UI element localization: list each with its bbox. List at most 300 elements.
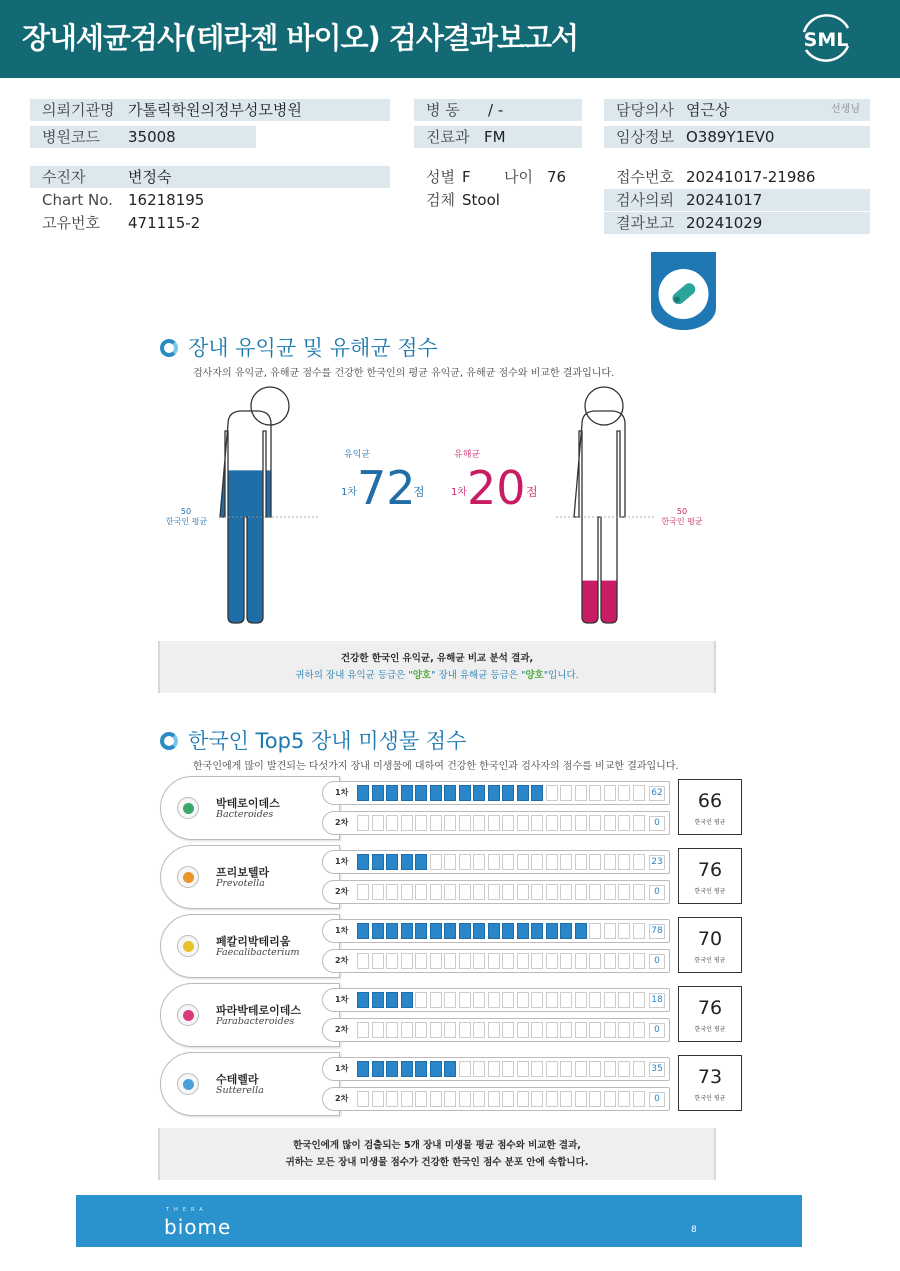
score-cell <box>357 1061 369 1077</box>
microbe-name-pill <box>160 845 340 909</box>
score-cell <box>473 815 485 831</box>
score-cell <box>488 992 500 1008</box>
chart-no-value: 16218195 <box>128 191 205 209</box>
score-cell <box>488 884 500 900</box>
round-label: 1차 <box>335 995 349 1004</box>
score-cell <box>531 815 543 831</box>
microbe-scientific-name: Prevotella <box>216 878 265 889</box>
score-cell <box>430 953 442 969</box>
sml-logo <box>796 10 856 66</box>
score-cell <box>589 884 601 900</box>
korean-average-caption: 한국인 평균 <box>694 957 726 964</box>
score-cell <box>502 923 514 939</box>
score-cell <box>357 1091 369 1107</box>
request-date-field: 검사의뢰 20241017 <box>604 189 870 211</box>
score-cell <box>372 884 384 900</box>
good-score-unit: 점 <box>413 485 425 499</box>
microbe-score-bar <box>322 988 670 1012</box>
score-cell <box>357 815 369 831</box>
score-cell <box>473 785 485 801</box>
score-cell <box>488 923 500 939</box>
microbe-score-value: 0 <box>649 954 665 969</box>
footer-brand-logo: biome <box>164 1215 232 1239</box>
unique-no-field: 고유번호 471115-2 <box>42 214 201 232</box>
specimen-field: 검체 Stool <box>426 191 500 209</box>
score-cell <box>357 884 369 900</box>
score-cell <box>604 815 616 831</box>
score-cell <box>401 1091 413 1107</box>
score-cell <box>488 815 500 831</box>
microbe-score-bar <box>322 1087 670 1111</box>
score-cell <box>502 992 514 1008</box>
microbe-row <box>160 845 742 909</box>
good-bacteria-score: 72 <box>357 461 416 515</box>
korean-average-value: 76 <box>697 859 723 881</box>
microbe-name-pill <box>160 914 340 978</box>
score-cell <box>372 992 384 1008</box>
score-cell <box>444 1061 456 1077</box>
score-cell <box>575 992 587 1008</box>
bad-average-label: 50 한국인 평균 <box>661 507 703 526</box>
patient-field: 수진자 변정숙 <box>30 166 390 188</box>
score-cell <box>430 992 442 1008</box>
report-date-value: 20241029 <box>686 214 763 232</box>
good-average-label: 50 한국인 평균 <box>166 507 208 526</box>
score-cell <box>415 992 427 1008</box>
microbe-score-bar <box>322 781 670 805</box>
score-cell <box>386 854 398 870</box>
korean-average-box <box>678 1055 742 1111</box>
score-cell <box>589 1022 601 1038</box>
score-cell <box>589 953 601 969</box>
score-cell <box>386 923 398 939</box>
doctor-suffix: 선생님 <box>831 104 860 115</box>
korean-average-caption: 한국인 평균 <box>694 819 726 826</box>
receipt-field: 접수번호 20241017-21986 <box>616 168 816 186</box>
score-cell <box>459 923 471 939</box>
score-cell <box>531 854 543 870</box>
score-cell <box>401 923 413 939</box>
microbe-name: 페칼리박테리움 <box>216 935 291 948</box>
score-cell <box>502 854 514 870</box>
ward-value: / - <box>488 101 504 119</box>
score-cell <box>560 1022 572 1038</box>
score-cell <box>517 884 529 900</box>
receipt-value: 20241017-21986 <box>686 168 816 186</box>
score-cell <box>560 992 572 1008</box>
round-label: 1차 <box>335 857 349 866</box>
score-cell <box>517 992 529 1008</box>
score-cell <box>386 992 398 1008</box>
score-cell <box>488 1022 500 1038</box>
score-cell <box>415 854 427 870</box>
score-cell <box>488 1091 500 1107</box>
score-cell <box>357 854 369 870</box>
microbe-badge-icon <box>651 252 716 330</box>
score-cell <box>459 785 471 801</box>
clinical-value: O389Y1EV0 <box>686 128 775 146</box>
microbe-score-bar <box>322 1057 670 1081</box>
score-cell <box>560 923 572 939</box>
score-cell <box>357 1022 369 1038</box>
score-cell <box>444 1091 456 1107</box>
section2-title: 한국인 Top5 장내 미생물 점수 <box>160 725 466 755</box>
korean-average-value: 73 <box>697 1066 723 1088</box>
score-cell <box>618 1091 630 1107</box>
score-cell <box>488 953 500 969</box>
score-cell <box>633 815 645 831</box>
score-cell <box>459 815 471 831</box>
score-cell <box>618 785 630 801</box>
round-label: 1차 <box>335 1064 349 1073</box>
score-cell <box>444 884 456 900</box>
score-cell <box>444 1022 456 1038</box>
microbe-score-bar <box>322 850 670 874</box>
score-cell <box>633 884 645 900</box>
score-cell <box>618 1022 630 1038</box>
section-ring-icon <box>160 339 178 357</box>
score-cell <box>473 992 485 1008</box>
score-cell <box>473 1022 485 1038</box>
unique-no-value: 471115-2 <box>128 214 201 232</box>
score-cell <box>546 1091 558 1107</box>
score-cell <box>415 785 427 801</box>
score-cell <box>633 1091 645 1107</box>
microbe-icon <box>177 797 199 819</box>
microbe-score-value: 18 <box>649 993 665 1008</box>
score-cell <box>604 1022 616 1038</box>
patient-value: 변정숙 <box>128 168 172 186</box>
score-cell <box>372 953 384 969</box>
section1-subtitle: 검사자의 유익균, 유해균 점수를 건강한 한국인의 평균 유익균, 유해균 점수와 비교한 결과입니다. <box>193 368 615 379</box>
score-cell <box>473 1061 485 1077</box>
svg-text:SML: SML <box>803 29 849 51</box>
score-cell <box>415 884 427 900</box>
microbe-name: 수테렐라 <box>216 1073 259 1086</box>
score-cell <box>473 953 485 969</box>
page-number: 8 <box>691 1225 697 1235</box>
microbe-score-bar <box>322 1018 670 1042</box>
score-cell <box>473 1091 485 1107</box>
score-cell <box>415 953 427 969</box>
good-bacteria-figure <box>200 387 340 625</box>
microbe-scientific-name: Faecalibacterium <box>216 947 300 958</box>
microbe-name: 박테로이데스 <box>216 797 280 810</box>
score-cell <box>589 785 601 801</box>
score-cell <box>546 923 558 939</box>
score-cell <box>618 1061 630 1077</box>
score-cell <box>531 923 543 939</box>
score-cell <box>604 854 616 870</box>
score-cell <box>444 815 456 831</box>
clinical-field: 임상정보 O389Y1EV0 <box>604 126 870 148</box>
microbe-scientific-name: Parabacteroides <box>216 1016 295 1027</box>
score-cell <box>618 923 630 939</box>
report-date-field: 결과보고 20241029 <box>604 212 870 234</box>
score-cell <box>444 953 456 969</box>
score-cell <box>415 815 427 831</box>
microbe-name-pill <box>160 983 340 1047</box>
score-cell <box>415 1091 427 1107</box>
score-cell <box>502 1061 514 1077</box>
score-cell <box>618 854 630 870</box>
score-cell <box>575 815 587 831</box>
score-cell <box>473 854 485 870</box>
score-cell <box>357 953 369 969</box>
score-cell <box>517 785 529 801</box>
score-cell <box>589 1091 601 1107</box>
score-cell <box>488 785 500 801</box>
score-cell <box>401 992 413 1008</box>
score-cell <box>459 1022 471 1038</box>
score-cell <box>560 854 572 870</box>
score-cell <box>560 785 572 801</box>
score-cell <box>618 992 630 1008</box>
score-cell <box>401 1022 413 1038</box>
score-cell <box>560 815 572 831</box>
request-date-value: 20241017 <box>686 191 763 209</box>
score-cell <box>401 884 413 900</box>
score-cell <box>473 884 485 900</box>
microbe-icon <box>177 1073 199 1095</box>
score-cell <box>546 785 558 801</box>
ward-field: 병 동 / - <box>414 99 582 121</box>
section1-title: 장내 유익균 및 유해균 점수 <box>160 332 438 362</box>
score-cell <box>517 1091 529 1107</box>
microbe-scientific-name: Sutterella <box>216 1085 264 1096</box>
score-cell <box>604 923 616 939</box>
score-cell <box>444 854 456 870</box>
score-cell <box>604 1061 616 1077</box>
microbe-score-bar <box>322 811 670 835</box>
score-cell <box>444 992 456 1008</box>
microbe-scientific-name: Bacteroides <box>216 809 274 820</box>
score-cell <box>560 1091 572 1107</box>
score-cell <box>430 1061 442 1077</box>
microbe-score-value: 0 <box>649 1023 665 1038</box>
score-cell <box>459 1091 471 1107</box>
chart-no-field: Chart No. 16218195 <box>42 191 205 209</box>
score-cell <box>386 1022 398 1038</box>
korean-average-box <box>678 779 742 835</box>
score-cell <box>531 953 543 969</box>
score-cell <box>633 953 645 969</box>
score-cell <box>386 1061 398 1077</box>
score-cell <box>531 1022 543 1038</box>
microbe-score-value: 0 <box>649 816 665 831</box>
institution-field: 의뢰기관명 가톨릭학원의정부성모병원 <box>30 99 390 121</box>
doctor-value: 염근상 <box>686 101 730 119</box>
bad-score-unit: 점 <box>526 485 538 499</box>
score-cell <box>531 992 543 1008</box>
score-cell <box>604 884 616 900</box>
score-cell <box>459 992 471 1008</box>
score-cell <box>488 1061 500 1077</box>
score-cell <box>575 854 587 870</box>
score-cell <box>517 1061 529 1077</box>
good-bacteria-label: 유익균 <box>344 450 371 460</box>
korean-average-box <box>678 848 742 904</box>
bad-bacteria-label: 유해균 <box>454 450 481 460</box>
korean-average-caption: 한국인 평균 <box>694 1095 726 1102</box>
round-label: 2차 <box>335 818 349 827</box>
korean-average-value: 70 <box>697 928 723 950</box>
score-cell <box>575 923 587 939</box>
sex-age-field: 성별 F 나이 76 <box>426 168 567 186</box>
score-cell <box>560 884 572 900</box>
bad-bacteria-fill <box>540 581 680 625</box>
score-cell <box>401 953 413 969</box>
microbe-row <box>160 776 742 840</box>
microbe-score-bar <box>322 919 670 943</box>
score-cell <box>531 1061 543 1077</box>
microbe-score-value: 23 <box>649 855 665 870</box>
score-cell <box>415 1061 427 1077</box>
round-label: 2차 <box>335 956 349 965</box>
score-cell <box>575 884 587 900</box>
score-cell <box>633 785 645 801</box>
score-cell <box>430 854 442 870</box>
score-cell <box>357 992 369 1008</box>
microbe-score-value: 62 <box>649 786 665 801</box>
section2-subtitle: 한국인에게 많이 발견되는 다섯가지 장내 미생물에 대하여 건강한 한국인과 검사자의 점수를 비교한 결과입니다. <box>193 761 679 772</box>
good-bacteria-fill <box>200 470 340 625</box>
score-cell <box>372 1022 384 1038</box>
score-cell <box>618 815 630 831</box>
score-cell <box>618 953 630 969</box>
score-cell <box>372 1061 384 1077</box>
score-cell <box>531 884 543 900</box>
korean-average-box <box>678 917 742 973</box>
microbe-icon <box>177 1004 199 1026</box>
score-cell <box>430 923 442 939</box>
specimen-value: Stool <box>462 191 500 209</box>
score-cell <box>430 1091 442 1107</box>
score-cell <box>546 1061 558 1077</box>
score-cell <box>444 785 456 801</box>
institution-value: 가톨릭학원의정부성모병원 <box>128 101 302 119</box>
microbe-row <box>160 914 742 978</box>
korean-average-value: 66 <box>697 790 723 812</box>
hospital-code-value: 35008 <box>128 128 176 146</box>
microbe-row <box>160 983 742 1047</box>
score-cell <box>401 785 413 801</box>
score-cell <box>372 854 384 870</box>
score-cell <box>488 854 500 870</box>
score-cell <box>502 1091 514 1107</box>
score-cell <box>459 1061 471 1077</box>
footer-brand-top: THERA <box>166 1207 208 1213</box>
score-cell <box>430 884 442 900</box>
score-cell <box>633 992 645 1008</box>
korean-average-box <box>678 986 742 1042</box>
score-cell <box>575 953 587 969</box>
score-cell <box>517 815 529 831</box>
microbe-icon <box>177 866 199 888</box>
header-bar <box>0 0 900 78</box>
korean-average-caption: 한국인 평균 <box>694 888 726 895</box>
score-cell <box>502 884 514 900</box>
sex-value: F <box>462 168 471 186</box>
score-cell <box>372 1091 384 1107</box>
microbe-name: 프리보텔라 <box>216 866 270 879</box>
score-cell <box>589 923 601 939</box>
score-cell <box>386 815 398 831</box>
microbe-score-bar <box>322 880 670 904</box>
score-cell <box>372 785 384 801</box>
score-cell <box>546 992 558 1008</box>
microbe-name: 파라박테로이데스 <box>216 1004 302 1017</box>
score-cell <box>618 884 630 900</box>
gut-score-figures <box>160 385 740 630</box>
score-cell <box>575 1061 587 1077</box>
bad-round-label: 1차 <box>451 487 468 498</box>
score-cell <box>560 953 572 969</box>
score-cell <box>459 953 471 969</box>
score-cell <box>357 785 369 801</box>
score-cell <box>415 1022 427 1038</box>
score-cell <box>589 815 601 831</box>
score-cell <box>386 785 398 801</box>
score-cell <box>633 1022 645 1038</box>
score-cell <box>531 1091 543 1107</box>
bad-bacteria-score: 20 <box>467 461 526 515</box>
score-cell <box>589 1061 601 1077</box>
score-cell <box>604 992 616 1008</box>
score-cell <box>589 992 601 1008</box>
score-cell <box>386 1091 398 1107</box>
score-cell <box>546 854 558 870</box>
score-cell <box>589 854 601 870</box>
round-label: 1차 <box>335 788 349 797</box>
microbe-name-pill <box>160 776 340 840</box>
score-cell <box>517 1022 529 1038</box>
score-cell <box>502 815 514 831</box>
score-cell <box>517 854 529 870</box>
microbe-icon <box>177 935 199 957</box>
microbe-score-value: 35 <box>649 1062 665 1077</box>
score-cell <box>459 884 471 900</box>
department-value: FM <box>484 128 506 146</box>
microbe-score-bar <box>322 949 670 973</box>
score-cell <box>502 785 514 801</box>
score-cell <box>430 1022 442 1038</box>
score-cell <box>401 854 413 870</box>
score-cell <box>604 1091 616 1107</box>
microbe-row <box>160 1052 742 1116</box>
score-cell <box>575 785 587 801</box>
score-cell <box>386 953 398 969</box>
report-title: 장내세균검사(테라젠 바이오) 검사결과보고서 <box>22 21 578 55</box>
korean-average-caption: 한국인 평균 <box>694 1026 726 1033</box>
microbe-name-pill <box>160 1052 340 1116</box>
score-cell <box>633 923 645 939</box>
score-cell <box>633 1061 645 1077</box>
score-cell <box>502 1022 514 1038</box>
score-cell <box>401 815 413 831</box>
section-ring-icon <box>160 732 178 750</box>
age-value: 76 <box>547 168 567 186</box>
score-cell <box>372 815 384 831</box>
round-label: 2차 <box>335 1094 349 1103</box>
score-cell <box>517 953 529 969</box>
score-cell <box>415 923 427 939</box>
score-cell <box>575 1022 587 1038</box>
doctor-field: 담당의사 염근상 선생님 <box>604 99 870 121</box>
round-label: 2차 <box>335 887 349 896</box>
microbe-score-value: 0 <box>649 1092 665 1107</box>
department-field: 진료과 FM <box>414 126 582 148</box>
